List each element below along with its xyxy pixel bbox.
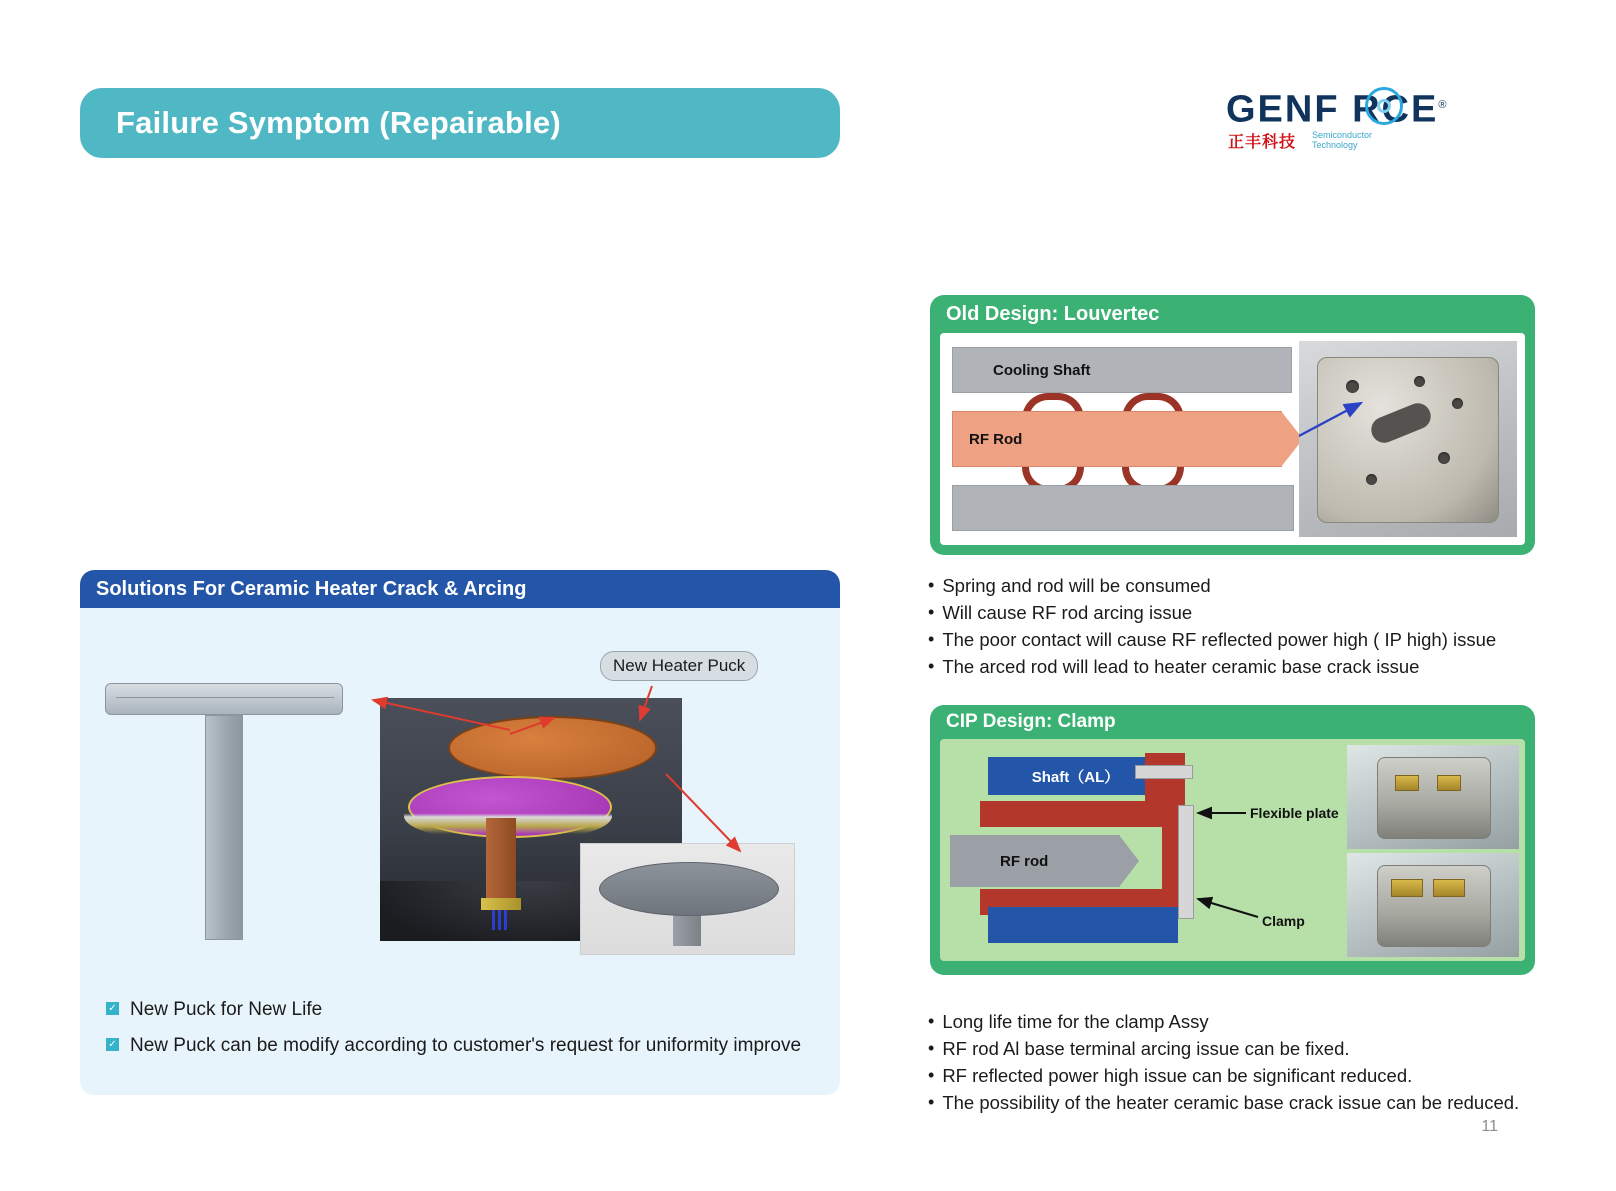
bullet-icon: • — [928, 629, 935, 649]
old-photo-pointer-arrow — [1299, 341, 1517, 537]
old-design-panel — [930, 295, 1535, 555]
old-design-photo — [1299, 341, 1517, 537]
cip-design-bullet-list — [928, 1008, 1553, 1116]
cad-shaft — [486, 818, 516, 900]
logo-wordmark-text: GENF RCE — [1226, 88, 1439, 131]
old-design-bullet-text: The arced rod will lead to heater ceramic base crack issue — [942, 656, 1420, 677]
old-design-bullet-item — [928, 599, 1548, 626]
logo-subtitle-line1: Semiconductor — [1312, 130, 1373, 140]
clamp-label: Clamp — [1262, 913, 1305, 929]
cip-design-bullet-item — [928, 1089, 1553, 1116]
cip-rf-rod-label: RF rod — [1000, 852, 1049, 870]
logo-subtitle — [1312, 130, 1372, 150]
cip-design-panel-header — [930, 705, 1535, 739]
logo-subtitle-line2: Technology — [1312, 140, 1358, 150]
rf-rod-label: RF Rod — [969, 430, 1023, 448]
new-heater-puck-callout-label: New Heater Puck — [613, 656, 746, 675]
old-design-panel-header — [930, 295, 1535, 333]
old-design-bullet-text: The poor contact will cause RF reflected power high ( IP high) issue — [942, 629, 1497, 650]
heater-puck-photo — [580, 843, 795, 955]
puck-photo-disc — [599, 862, 779, 916]
bullet-icon: • — [928, 1038, 935, 1058]
logo-chinese-name: 正丰科技 — [1228, 134, 1297, 151]
cip-design-bullet-item — [928, 1035, 1553, 1062]
cad-pins — [492, 910, 510, 930]
check-icon: ✓ — [106, 1002, 119, 1015]
solutions-bullet-item — [106, 996, 806, 1024]
cip-design-bullet-item — [928, 1008, 1553, 1035]
heater-shaft-shape — [205, 715, 243, 940]
cad-top-puck-disc — [448, 716, 657, 780]
bullet-icon: • — [928, 1092, 935, 1112]
cip-design-panel-title: CIP Design: Clamp — [946, 711, 1116, 732]
bullet-icon: • — [928, 575, 935, 595]
solutions-panel-body — [80, 608, 840, 1095]
old-design-diagram — [940, 333, 1525, 545]
cip-design-bullet-text: The possibility of the heater ceramic base crack issue can be reduced. — [942, 1092, 1520, 1113]
flexible-plate-label: Flexible plate — [1250, 805, 1339, 821]
check-icon: ✓ — [106, 1038, 119, 1051]
shaft-al-label: Shaft（AL） — [1031, 768, 1120, 786]
solutions-bullet-item — [106, 1032, 806, 1060]
logo-ring-icon — [1365, 87, 1403, 125]
cip-design-bullet-item — [928, 1062, 1553, 1089]
cip-design-bullet-text: Long life time for the clamp Assy — [942, 1011, 1209, 1032]
rf-rod-block — [952, 411, 1282, 467]
page-title: Failure Symptom (Repairable) — [116, 105, 561, 140]
cooling-shaft-block — [952, 347, 1292, 393]
cip-photo-bottom-terminal — [1391, 879, 1423, 897]
old-design-bullet-item — [928, 626, 1548, 653]
heater-side-view-drawing — [105, 683, 355, 973]
old-design-bullet-item — [928, 653, 1548, 680]
page-title-banner — [80, 88, 840, 158]
bullet-icon: • — [928, 1065, 935, 1085]
cip-design-panel — [930, 705, 1535, 975]
cip-photo-bottom-terminal — [1433, 879, 1465, 897]
new-heater-puck-callout — [600, 651, 758, 681]
solutions-bullet-list — [106, 996, 806, 1068]
cooling-shaft-label: Cooling Shaft — [993, 361, 1091, 379]
logo-wordmark — [1226, 85, 1486, 130]
old-design-bullet-text: Will cause RF rod arcing issue — [942, 602, 1193, 623]
company-logo — [1226, 85, 1486, 165]
old-design-panel-title: Old Design: Louvertec — [946, 302, 1160, 325]
cip-photo-top-part — [1377, 757, 1491, 839]
bullet-icon: • — [928, 1011, 935, 1031]
heater-plate-center-line — [116, 697, 334, 698]
cip-photo-top-terminal — [1437, 775, 1461, 791]
cip-photo-bottom-part — [1377, 865, 1491, 947]
page-number: 11 — [1481, 1118, 1498, 1135]
bottom-shaft-block — [952, 485, 1294, 531]
cip-design-diagram — [940, 739, 1525, 961]
solutions-bullet-text: New Puck can be modify according to customer's request for uniformity improve — [130, 1035, 802, 1056]
bullet-icon: • — [928, 602, 935, 622]
cip-photo-top-terminal — [1395, 775, 1419, 791]
old-design-bullet-item — [928, 572, 1548, 599]
logo-registered-mark: ® — [1438, 99, 1449, 111]
cip-photo-bottom — [1347, 853, 1519, 957]
cip-design-bullet-text: RF rod Al base terminal arcing issue can be fixed. — [942, 1038, 1350, 1059]
solutions-panel-header — [80, 570, 840, 608]
cip-design-bullet-text: RF reflected power high issue can be significant reduced. — [942, 1065, 1413, 1086]
heater-plate-shape — [105, 683, 343, 715]
solutions-panel-title: Solutions For Ceramic Heater Crack & Arcing — [96, 577, 527, 600]
old-design-bullet-list — [928, 572, 1548, 680]
solutions-panel — [80, 570, 840, 1095]
solutions-bullet-text: New Puck for New Life — [130, 999, 323, 1020]
old-design-bullet-text: Spring and rod will be consumed — [942, 575, 1211, 596]
cip-photo-top — [1347, 745, 1519, 849]
cad-collar — [481, 898, 521, 910]
bullet-icon: • — [928, 656, 935, 676]
